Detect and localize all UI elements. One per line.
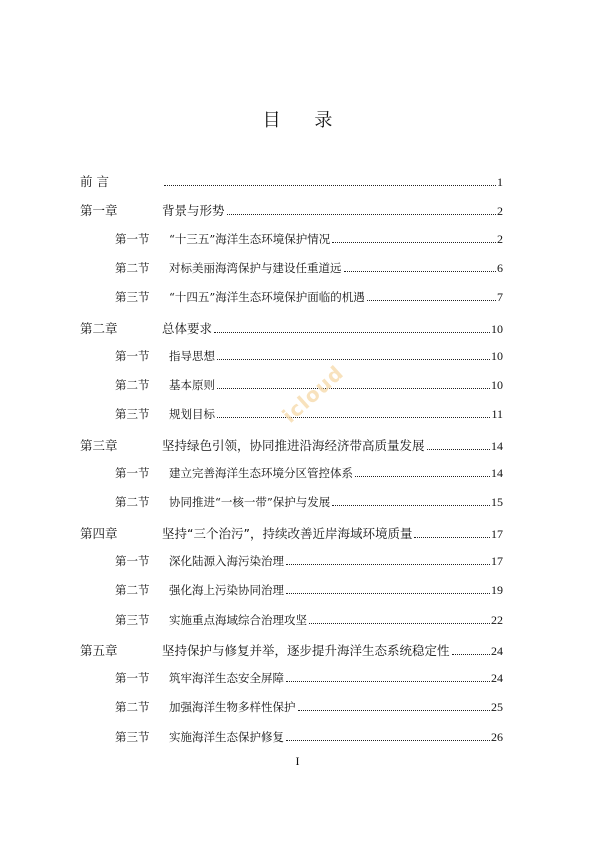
- toc-entry-number: 第三节: [115, 613, 150, 627]
- toc-section-row[interactable]: [115, 670, 503, 686]
- toc-section-row[interactable]: [115, 582, 503, 598]
- toc-entry-page: 17: [491, 554, 503, 568]
- toc-entry-title: 指导思想: [169, 349, 215, 363]
- toc-entry-title: 坚持“三个治污”，持续改善近岸海域环境质量: [162, 526, 413, 541]
- toc-entry-page: 2: [497, 232, 503, 246]
- toc-dot-leader: [367, 300, 496, 301]
- toc-entry-page: 10: [491, 349, 503, 363]
- toc-entry-title: 建立完善海洋生态环境分区管控体系: [169, 466, 353, 480]
- toc-dot-leader: [164, 185, 496, 186]
- toc-dot-leader: [227, 214, 496, 215]
- toc-dot-leader: [286, 681, 490, 682]
- toc-section-row[interactable]: [115, 348, 503, 364]
- toc-chapter-row[interactable]: [80, 641, 503, 659]
- toc-section-row[interactable]: [115, 494, 503, 510]
- toc-section-row[interactable]: [115, 612, 503, 628]
- toc-entry-title: 坚持绿色引领，协同推进沿海经济带高质量发展: [162, 438, 425, 453]
- toc-entry-title: 基本原则: [169, 378, 215, 392]
- toc-section-row[interactable]: [115, 289, 503, 305]
- toc-entry-number: 第三节: [115, 730, 150, 744]
- toc-dot-leader: [286, 740, 490, 741]
- toc-entry-page: 6: [497, 261, 503, 275]
- toc-entry-page: 24: [491, 644, 503, 658]
- toc-entry-title: 坚持保护与修复并举，逐步提升海洋生态系统稳定性: [162, 643, 450, 658]
- toc-entry-page: 14: [491, 439, 503, 453]
- toc-chapter-row[interactable]: [80, 319, 503, 337]
- toc-entry-title: 总体要求: [162, 321, 213, 336]
- toc-title: 目 录: [262, 110, 347, 131]
- toc-entry-number: 第一节: [115, 349, 150, 363]
- toc-entry-number: 第四章: [80, 526, 118, 541]
- toc-entry-page: 10: [491, 378, 503, 392]
- toc-section-row[interactable]: [115, 729, 503, 745]
- toc-entry-number: 第二节: [115, 700, 150, 714]
- toc-dot-leader: [332, 505, 490, 506]
- toc-entry-number: 第二节: [115, 261, 150, 275]
- toc-entry-title: “十三五”海洋生态环境保护情况: [169, 232, 331, 246]
- toc-entry-number: 第一节: [115, 466, 150, 480]
- toc-entry-page: 7: [497, 290, 503, 304]
- toc-entry-number: 第三节: [115, 290, 150, 304]
- toc-entry-number: 第一节: [115, 671, 150, 685]
- toc-entry-title: 对标美丽海湾保护与建设任重道远: [169, 261, 342, 275]
- toc-dot-leader: [217, 417, 490, 418]
- toc-entry-number: 第二节: [115, 583, 150, 597]
- toc-dot-leader: [286, 593, 490, 594]
- toc-entry-title: 实施重点海域综合治理攻坚: [169, 613, 307, 627]
- toc-entry-number: 第二节: [115, 495, 150, 509]
- toc-entry-page: 2: [497, 204, 503, 218]
- toc-dot-leader: [214, 332, 490, 333]
- toc-entry-number: 第二章: [80, 321, 118, 336]
- toc-dot-leader: [286, 564, 490, 565]
- toc-entry-title: 深化陆源入海污染治理: [169, 554, 284, 568]
- toc-section-row[interactable]: [115, 260, 503, 276]
- toc-dot-leader: [355, 476, 490, 477]
- toc-section-row[interactable]: [115, 231, 503, 247]
- toc-entry-title: 筑牢海洋生态安全屏障: [169, 671, 284, 685]
- toc-chapter-row[interactable]: [80, 436, 503, 454]
- toc-entry-page: 1: [497, 175, 503, 189]
- toc-entry-title: “十四五”海洋生态环境保护面临的机遇: [169, 290, 365, 304]
- toc-dot-leader: [427, 449, 490, 450]
- toc-entry-page: 22: [491, 613, 503, 627]
- toc-entry-number: 第三章: [80, 438, 118, 453]
- toc-dot-leader: [452, 654, 490, 655]
- toc-dot-leader: [344, 271, 497, 272]
- toc-entry-number: 前 言: [80, 174, 109, 189]
- toc-dot-leader: [332, 242, 496, 243]
- toc-chapter-row[interactable]: [80, 172, 503, 190]
- toc-entry-number: 第五章: [80, 643, 118, 658]
- page-number: I: [295, 754, 300, 768]
- toc-section-row[interactable]: [115, 553, 503, 569]
- toc-section-row[interactable]: [115, 465, 503, 481]
- toc-entry-page: 15: [491, 495, 503, 509]
- toc-entry-title: 加强海洋生物多样性保护: [169, 700, 296, 714]
- toc-entry-title: 强化海上污染协同治理: [169, 583, 284, 597]
- toc-entry-number: 第一节: [115, 232, 150, 246]
- toc-entry-title: 实施海洋生态保护修复: [169, 730, 284, 744]
- toc-entry-title: 规划目标: [169, 407, 215, 421]
- toc-dot-leader: [217, 359, 490, 360]
- toc-section-row[interactable]: [115, 699, 503, 715]
- toc-entry-page: 24: [491, 671, 503, 685]
- toc-entry-page: 10: [491, 322, 503, 336]
- toc-chapter-row[interactable]: [80, 524, 503, 542]
- toc-entry-page: 26: [491, 730, 503, 744]
- toc-entry-title: 背景与形势: [162, 203, 225, 218]
- toc-entry-number: 第三节: [115, 407, 150, 421]
- watermark: icloud: [277, 360, 349, 428]
- toc-entry-number: 第一节: [115, 554, 150, 568]
- toc-entry-page: 19: [491, 583, 503, 597]
- toc-entry-page: 25: [491, 700, 503, 714]
- toc-dot-leader: [309, 623, 490, 624]
- toc-dot-leader: [217, 388, 490, 389]
- toc-dot-leader: [298, 710, 491, 711]
- toc-dot-leader: [414, 537, 490, 538]
- toc-entry-page: 11: [491, 407, 503, 421]
- toc-entry-page: 14: [491, 466, 503, 480]
- toc-chapter-row[interactable]: [80, 201, 503, 219]
- toc-entry-number: 第一章: [80, 203, 118, 218]
- toc-entry-number: 第二节: [115, 378, 150, 392]
- toc-entry-title: 协同推进“一核一带”保护与发展: [169, 495, 331, 509]
- toc-entry-page: 17: [491, 527, 503, 541]
